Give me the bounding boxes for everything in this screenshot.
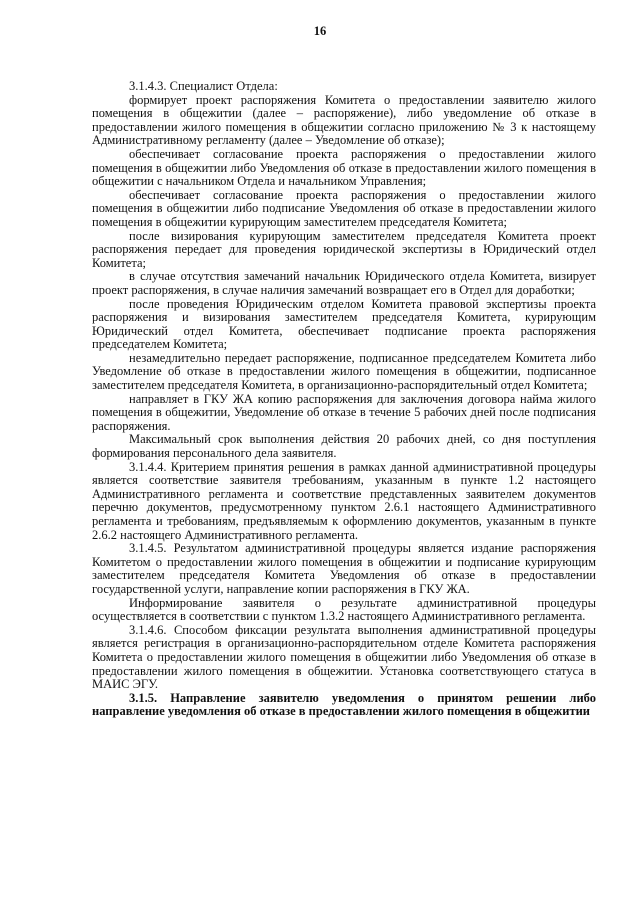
paragraph-3-1-4-4: 3.1.4.4. Критерием принятия решения в рамках данной административной процедуры является соответствие заявителя требованиям, указанным в пункте 1.2 настоящего Административного регламента и соответствие представленных заявителем документов перечню документов, предусмотренному пунктом 2.6.1 настоящего Административного регламента и требованиям, предъявляемым к оформлению документов, указанным в пункте 2.6.2 настоящего Административного регламента. <box>92 459 596 542</box>
paragraph-approval-heads: обеспечивает согласование проекта распоряжения о предоставлении жилого помещения в общежитии либо Уведомления об отказе в предоставлении жилого помещения в общежитии с начальником Отдела и начальником Управления; <box>92 146 596 189</box>
document-body <box>92 80 596 719</box>
paragraph-legal-review: после визирования курирующим заместителем председателя Комитета проект распоряжения передает для проведения юридической экспертизы в Юридический отдел Комитета; <box>92 228 596 270</box>
paragraph-approval-deputy: обеспечивает согласование проекта распоряжения о предоставлении жилого помещения в общежитии либо подписание Уведомления об отказе в предоставлении жилого помещения в общежитии курирующим заместителем председателя Комитета; <box>92 187 596 229</box>
paragraph-transfer: незамедлительно передает распоряжение, подписанное председателем Комитета либо Уведомление об отказе в предоставлении жилого помещения в общежитии, подписанное заместителем председателя Комитета, в организационно-распорядительный отдел Комитета; <box>92 350 596 393</box>
paragraph-3-1-4-5: 3.1.4.5. Результатом административной процедуры является издание распоряжения Комитетом о предоставлении жилого помещения в общежитии и подписание курирующим заместителем председателя Комитета Уведомления об отказе в предоставлении государственной услуги, направление копии распоряжения в ГКУ ЖА. <box>92 541 596 596</box>
paragraph-no-remarks: в случае отсутствия замечаний начальник Юридического отдела Комитета, визирует проект распоряжения, в случае наличия замечаний возвращает его в Отдел для доработки; <box>92 269 596 297</box>
paragraph-send-gku: направляет в ГКУ ЖА копию распоряжения для заключения договора найма жилого помещения в общежитии, Уведомление об отказе в течение 5 рабочих дней после подписания распоряжения. <box>92 391 596 433</box>
section-heading-3-1-5: 3.1.5. Направление заявителю уведомления о принятом решении либо направление уведомления об отказе в предоставлении жилого помещения в общежитии <box>92 690 596 719</box>
paragraph-max-term: Максимальный срок выполнения действия 20 рабочих дней, со дня поступления формирования персонального дела заявителя. <box>92 432 596 461</box>
paragraph-3-1-4-6: 3.1.4.6. Способом фиксации результата выполнения административной процедуры является регистрация в организационно-распорядительном отделе Комитета распоряжения Комитета о предоставлении жилого помещения в общежитии либо Уведомления об отказе в предоставлении жилого помещения в общежитии. Установка соответствующего статуса в МАИС ЭГУ. <box>92 622 596 692</box>
page-number: 16 <box>313 24 327 38</box>
paragraph-chairman-signing: после проведения Юридическим отделом Комитета правовой экспертизы проекта распоряжения и визирования заместителем председателя Комитета, курирующим Юридический отдел Комитета, обеспечивает подписание проекта распоряжения председателем Комитета; <box>92 296 596 352</box>
paragraph-3-1-4-3-title: 3.1.4.3. Специалист Отдела: <box>129 79 278 93</box>
paragraph-informing: Информирование заявителя о результате административной процедуры осуществляется в соответствии с пунктом 1.3.2 настоящего Административного регламента. <box>92 595 596 624</box>
paragraph-forms-draft: формирует проект распоряжения Комитета о предоставлении заявителю жилого помещения в общежитии (далее – распоряжение), либо уведомление об отказе в предоставлении жилого помещения в общежитии согласно приложению № 3 к настоящему Административному регламенту (далее – Уведомление об отказе); <box>92 92 596 148</box>
